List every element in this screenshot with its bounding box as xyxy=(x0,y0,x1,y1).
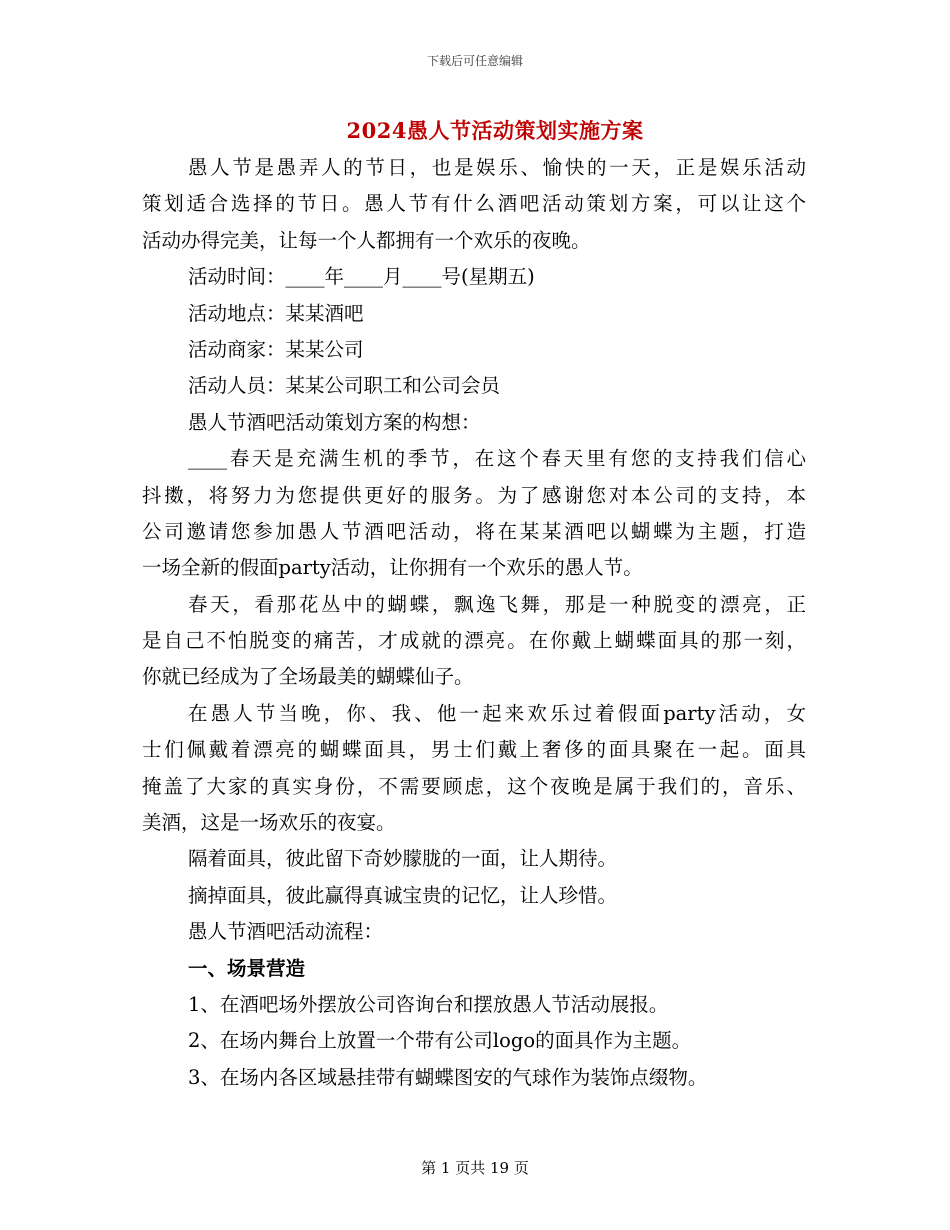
paragraph-line: 公司邀请您参加愚人节酒吧活动，将在某某酒吧以蝴蝶为主题，打造 xyxy=(142,519,806,543)
paragraph-line: 活动办得完美，让每一个人都拥有一个欢乐的夜晚。 xyxy=(142,228,591,252)
paragraph-line: 愚人节是愚弄人的节日，也是娱乐、愉快的一天，正是娱乐活动 xyxy=(188,156,806,179)
header-note: 下载后可任意编辑 xyxy=(426,54,523,68)
activity-merchant-line: 活动商家：某某公司 xyxy=(188,337,364,361)
paragraph-line: 你就已经成为了全场最美的蝴蝶仙子。 xyxy=(142,665,474,689)
activity-location-line: 活动地点：某某酒吧 xyxy=(188,301,364,325)
paragraph-line: 抖擞，将努力为您提供更好的服务。为了感谢您对本公司的支持，本 xyxy=(142,483,806,507)
process-heading-line: 愚人节酒吧活动流程： xyxy=(188,920,384,944)
document-title: 2024愚人节活动策划实施方案 xyxy=(346,118,644,143)
paragraph-line: 士们佩戴着漂亮的蝴蝶面具，男士们戴上奢侈的面具聚在一起。面具 xyxy=(142,738,806,762)
concept-heading-line: 愚人节酒吧活动策划方案的构想： xyxy=(188,410,481,434)
activity-time-line: 活动时间：____年____月____号(星期五) xyxy=(188,265,535,289)
paragraph-line: 是自己不怕脱变的痛苦，才成就的漂亮。在你戴上蝴蝶面具的那一刻， xyxy=(142,629,806,653)
paragraph-line: 一场全新的假面party活动，让你拥有一个欢乐的愚人节。 xyxy=(142,556,643,580)
paragraph-line: 美酒，这是一场欢乐的夜宴。 xyxy=(142,811,396,835)
paragraph-line: 在愚人节当晚，你、我、他一起来欢乐过着假面party活动，女 xyxy=(188,701,806,725)
page-footer: 第 1 页共 19 页 xyxy=(421,1159,529,1177)
document-body xyxy=(142,150,806,1096)
paragraph-line: ____春天是充满生机的季节，在这个春天里有您的支持我们信心 xyxy=(188,447,806,471)
activity-participants-line: 活动人员：某某公司职工和公司会员 xyxy=(188,374,501,398)
paragraph-line: 掩盖了大家的真实身份，不需要顾虑，这个夜晚是属于我们的，音乐、 xyxy=(142,774,806,798)
section-heading: 一、场景营造 xyxy=(188,956,306,980)
list-item: 3、在场内各区域悬挂带有蝴蝶图安的气球作为装饰点缀物。 xyxy=(188,1065,708,1089)
paragraph-line: 春天，看那花丛中的蝴蝶，飘逸飞舞，那是一种脱变的漂亮，正 xyxy=(188,592,806,616)
paragraph-line: 策划适合选择的节日。愚人节有什么酒吧活动策划方案，可以让这个 xyxy=(142,192,806,216)
paragraph-line: 摘掉面具，彼此赢得真诚宝贵的记忆，让人珍惜。 xyxy=(188,883,618,907)
paragraph-line: 隔着面具，彼此留下奇妙朦胧的一面，让人期待。 xyxy=(188,847,618,871)
list-item: 1、在酒吧场外摆放公司咨询台和摆放愚人节活动展报。 xyxy=(188,992,669,1016)
list-item: 2、在场内舞台上放置一个带有公司logo的面具作为主题。 xyxy=(188,1029,692,1053)
